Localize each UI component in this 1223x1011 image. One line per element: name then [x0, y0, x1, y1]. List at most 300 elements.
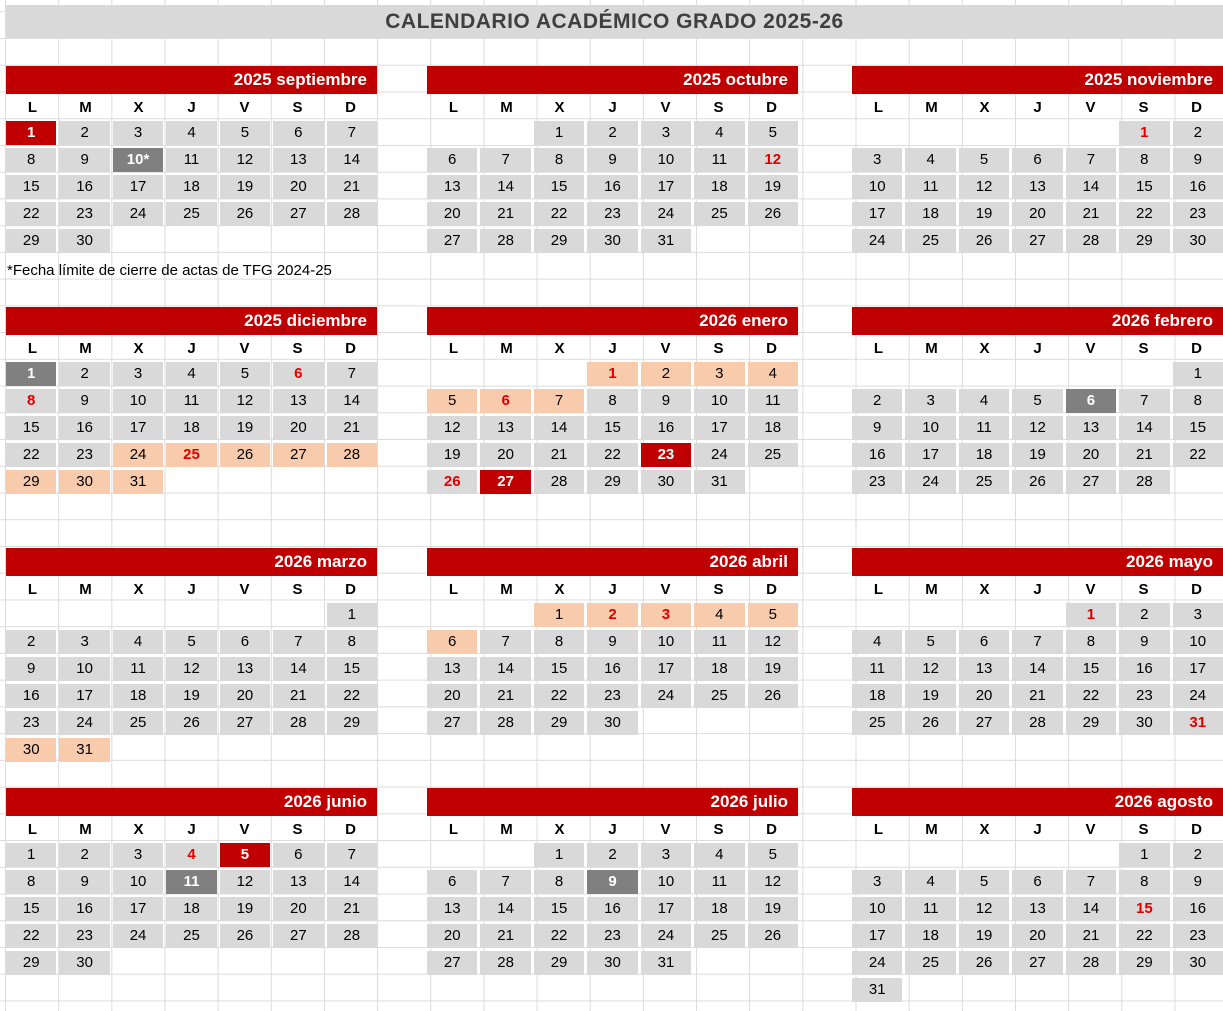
day-cell-16: 16 [852, 443, 902, 467]
blank-cell [1066, 121, 1116, 145]
day-cell-22: 22 [1066, 684, 1116, 708]
day-cell-18: 18 [694, 657, 744, 681]
day-cell-14: 14 [327, 389, 377, 413]
day-cell-21: 21 [1066, 202, 1116, 226]
day-cell-2: 2 [59, 843, 109, 867]
weekday-label-S: S [292, 821, 303, 838]
day-cell-23: 23 [59, 924, 109, 948]
day-cell-11: 11 [905, 897, 955, 921]
day-cell-25: 25 [694, 924, 744, 948]
day-cell-23: 23 [641, 443, 691, 467]
day-cell-20: 20 [959, 684, 1009, 708]
weekday-label-V: V [1085, 340, 1096, 357]
day-cell-27: 27 [273, 202, 323, 226]
day-cell-27: 27 [220, 711, 270, 735]
day-cell-17: 17 [905, 443, 955, 467]
blank-cell [480, 121, 530, 145]
day-cell-25: 25 [905, 229, 955, 253]
day-cell-26: 26 [748, 202, 798, 226]
month-title: 2025 noviembre [852, 66, 1223, 94]
day-cell-24: 24 [852, 229, 902, 253]
blank-cell [6, 603, 56, 627]
day-cell-12: 12 [220, 870, 270, 894]
day-grid [427, 362, 798, 494]
day-cell-16: 16 [59, 175, 109, 199]
month-title: 2026 marzo [6, 548, 377, 576]
weekday-label-J: J [608, 99, 617, 116]
day-cell-6: 6 [273, 362, 323, 386]
month-title: 2026 enero [427, 307, 798, 335]
day-cell-7: 7 [273, 630, 323, 654]
weekday-header-row [852, 94, 1223, 121]
weekday-label-M: M [500, 99, 513, 116]
day-cell-2: 2 [1119, 603, 1169, 627]
blank-cell [480, 843, 530, 867]
day-cell-22: 22 [534, 684, 584, 708]
calendar-title: CALENDARIO ACADÉMICO GRADO 2025-26 [6, 5, 1223, 38]
day-cell-20: 20 [480, 443, 530, 467]
blank-cell [427, 121, 477, 145]
day-cell-14: 14 [273, 657, 323, 681]
day-grid [6, 362, 377, 494]
blank-cell [1066, 843, 1116, 867]
day-cell-2: 2 [1173, 121, 1223, 145]
day-cell-9: 9 [852, 416, 902, 440]
blank-cell [166, 603, 216, 627]
day-cell-8: 8 [534, 630, 584, 654]
day-cell-30: 30 [1119, 711, 1169, 735]
day-cell-17: 17 [852, 202, 902, 226]
day-cell-18: 18 [905, 202, 955, 226]
day-cell-12: 12 [748, 630, 798, 654]
day-grid [6, 603, 377, 762]
day-cell-5: 5 [959, 148, 1009, 172]
day-cell-3: 3 [1173, 603, 1223, 627]
day-cell-13: 13 [427, 175, 477, 199]
weekday-label-J: J [1033, 821, 1042, 838]
month-2026-julio [427, 788, 798, 975]
blank-cell [1012, 603, 1062, 627]
day-cell-7: 7 [1012, 630, 1062, 654]
day-cell-3: 3 [113, 121, 163, 145]
day-cell-31: 31 [113, 470, 163, 494]
weekday-label-D: D [766, 821, 777, 838]
weekday-label-J: J [608, 821, 617, 838]
day-cell-20: 20 [1012, 924, 1062, 948]
day-cell-21: 21 [534, 443, 584, 467]
day-cell-8: 8 [1119, 870, 1169, 894]
day-cell-23: 23 [587, 924, 637, 948]
weekday-label-D: D [766, 99, 777, 116]
weekday-label-X: X [133, 340, 144, 357]
day-cell-2: 2 [641, 362, 691, 386]
day-cell-15: 15 [6, 175, 56, 199]
day-cell-19: 19 [959, 924, 1009, 948]
weekday-label-D: D [766, 581, 777, 598]
day-cell-18: 18 [748, 416, 798, 440]
blank-cell [480, 603, 530, 627]
day-cell-25: 25 [959, 470, 1009, 494]
day-cell-18: 18 [959, 443, 1009, 467]
day-cell-12: 12 [427, 416, 477, 440]
day-cell-20: 20 [1012, 202, 1062, 226]
day-cell-29: 29 [6, 229, 56, 253]
weekday-header-row [427, 94, 798, 121]
weekday-label-X: X [133, 99, 144, 116]
weekday-label-X: X [979, 340, 990, 357]
day-cell-13: 13 [1012, 175, 1062, 199]
day-cell-30: 30 [59, 951, 109, 975]
weekday-label-D: D [766, 340, 777, 357]
day-grid [427, 843, 798, 975]
day-grid [6, 843, 377, 975]
weekday-label-V: V [239, 581, 250, 598]
day-cell-26: 26 [748, 924, 798, 948]
day-cell-27: 27 [959, 711, 1009, 735]
tfg-footnote: *Fecha límite de cierre de actas de TFG 2024-25 [7, 262, 332, 279]
blank-cell [852, 362, 902, 386]
weekday-label-M: M [79, 340, 92, 357]
day-cell-24: 24 [905, 470, 955, 494]
weekday-label-S: S [1138, 340, 1149, 357]
day-cell-20: 20 [427, 202, 477, 226]
blank-cell [427, 843, 477, 867]
month-title: 2026 febrero [852, 307, 1223, 335]
day-cell-8: 8 [587, 389, 637, 413]
day-cell-8: 8 [6, 148, 56, 172]
day-cell-19: 19 [166, 684, 216, 708]
day-cell-8: 8 [6, 389, 56, 413]
month-2026-marzo [6, 548, 377, 762]
blank-cell [852, 121, 902, 145]
weekday-label-D: D [345, 99, 356, 116]
day-cell-27: 27 [273, 443, 323, 467]
weekday-header-row [427, 576, 798, 603]
day-cell-10: 10* [113, 148, 163, 172]
blank-cell [1012, 843, 1062, 867]
weekday-label-V: V [1085, 581, 1096, 598]
day-grid [852, 603, 1223, 735]
day-cell-1: 1 [534, 603, 584, 627]
day-cell-12: 12 [1012, 416, 1062, 440]
weekday-header-row [6, 816, 377, 843]
day-cell-2: 2 [852, 389, 902, 413]
weekday-label-M: M [500, 340, 513, 357]
day-cell-29: 29 [6, 951, 56, 975]
day-cell-4: 4 [852, 630, 902, 654]
day-cell-29: 29 [1066, 711, 1116, 735]
weekday-label-S: S [292, 581, 303, 598]
day-cell-5: 5 [905, 630, 955, 654]
day-cell-14: 14 [1066, 175, 1116, 199]
day-grid [427, 121, 798, 253]
weekday-label-S: S [1138, 821, 1149, 838]
day-cell-26: 26 [166, 711, 216, 735]
weekday-label-L: L [27, 340, 38, 357]
weekday-label-J: J [1033, 340, 1042, 357]
day-cell-25: 25 [166, 924, 216, 948]
day-cell-3: 3 [641, 603, 691, 627]
day-cell-15: 15 [6, 897, 56, 921]
weekday-header-row [6, 94, 377, 121]
month-2026-agosto [852, 788, 1223, 1002]
day-cell-23: 23 [59, 443, 109, 467]
day-cell-1: 1 [534, 843, 584, 867]
weekday-label-X: X [554, 821, 565, 838]
weekday-label-M: M [79, 821, 92, 838]
day-cell-22: 22 [1119, 202, 1169, 226]
day-cell-29: 29 [6, 470, 56, 494]
blank-cell [1012, 121, 1062, 145]
blank-cell [852, 843, 902, 867]
day-cell-30: 30 [1173, 951, 1223, 975]
day-cell-23: 23 [1173, 924, 1223, 948]
day-cell-15: 15 [327, 657, 377, 681]
day-cell-5: 5 [748, 121, 798, 145]
weekday-header-row [6, 335, 377, 362]
day-cell-6: 6 [1012, 870, 1062, 894]
weekday-label-L: L [448, 821, 459, 838]
day-cell-14: 14 [1012, 657, 1062, 681]
day-cell-10: 10 [113, 870, 163, 894]
day-cell-6: 6 [1066, 389, 1116, 413]
day-cell-11: 11 [113, 657, 163, 681]
day-cell-2: 2 [6, 630, 56, 654]
day-cell-13: 13 [273, 870, 323, 894]
weekday-label-V: V [1085, 821, 1096, 838]
blank-cell [959, 603, 1009, 627]
day-cell-5: 5 [220, 843, 270, 867]
weekday-label-J: J [608, 581, 617, 598]
weekday-label-S: S [1138, 99, 1149, 116]
day-cell-19: 19 [959, 202, 1009, 226]
day-cell-26: 26 [220, 443, 270, 467]
weekday-label-S: S [292, 340, 303, 357]
day-cell-27: 27 [1012, 951, 1062, 975]
day-cell-12: 12 [905, 657, 955, 681]
day-cell-5: 5 [748, 603, 798, 627]
weekday-label-S: S [292, 99, 303, 116]
day-cell-31: 31 [641, 229, 691, 253]
day-cell-30: 30 [587, 951, 637, 975]
day-cell-10: 10 [905, 416, 955, 440]
day-cell-30: 30 [1173, 229, 1223, 253]
day-cell-10: 10 [694, 389, 744, 413]
weekday-label-L: L [448, 581, 459, 598]
day-cell-2: 2 [587, 121, 637, 145]
day-cell-21: 21 [327, 897, 377, 921]
day-cell-8: 8 [1173, 389, 1223, 413]
day-cell-1: 1 [1173, 362, 1223, 386]
day-cell-24: 24 [641, 202, 691, 226]
day-cell-30: 30 [59, 229, 109, 253]
day-cell-25: 25 [694, 202, 744, 226]
weekday-label-S: S [713, 99, 724, 116]
day-cell-4: 4 [113, 630, 163, 654]
day-cell-28: 28 [1119, 470, 1169, 494]
day-cell-21: 21 [480, 924, 530, 948]
day-cell-25: 25 [748, 443, 798, 467]
day-cell-6: 6 [273, 121, 323, 145]
day-cell-5: 5 [1012, 389, 1062, 413]
month-2026-junio [6, 788, 377, 975]
weekday-label-J: J [1033, 99, 1042, 116]
day-cell-11: 11 [959, 416, 1009, 440]
day-cell-24: 24 [641, 684, 691, 708]
day-cell-19: 19 [220, 175, 270, 199]
day-cell-17: 17 [641, 657, 691, 681]
day-cell-29: 29 [534, 711, 584, 735]
day-cell-28: 28 [1066, 951, 1116, 975]
day-cell-21: 21 [327, 416, 377, 440]
day-cell-14: 14 [1119, 416, 1169, 440]
day-cell-18: 18 [694, 897, 744, 921]
day-cell-25: 25 [166, 202, 216, 226]
day-cell-16: 16 [1119, 657, 1169, 681]
day-cell-3: 3 [641, 121, 691, 145]
month-title: 2025 diciembre [6, 307, 377, 335]
day-cell-19: 19 [905, 684, 955, 708]
weekday-label-X: X [554, 581, 565, 598]
weekday-label-X: X [979, 821, 990, 838]
day-cell-2: 2 [59, 362, 109, 386]
day-cell-27: 27 [1066, 470, 1116, 494]
day-cell-7: 7 [480, 870, 530, 894]
blank-cell [905, 603, 955, 627]
weekday-label-M: M [925, 99, 938, 116]
day-cell-30: 30 [59, 470, 109, 494]
day-cell-8: 8 [327, 630, 377, 654]
weekday-label-X: X [554, 99, 565, 116]
day-cell-23: 23 [852, 470, 902, 494]
day-cell-21: 21 [273, 684, 323, 708]
day-cell-10: 10 [59, 657, 109, 681]
day-cell-16: 16 [59, 416, 109, 440]
day-cell-10: 10 [113, 389, 163, 413]
weekday-label-J: J [187, 340, 196, 357]
day-cell-27: 27 [427, 951, 477, 975]
blank-cell [534, 362, 584, 386]
day-cell-17: 17 [641, 897, 691, 921]
day-cell-1: 1 [327, 603, 377, 627]
day-cell-8: 8 [6, 870, 56, 894]
day-cell-9: 9 [6, 657, 56, 681]
day-cell-28: 28 [480, 229, 530, 253]
day-cell-25: 25 [113, 711, 163, 735]
blank-cell [959, 843, 1009, 867]
day-cell-6: 6 [427, 148, 477, 172]
day-cell-21: 21 [327, 175, 377, 199]
day-cell-16: 16 [587, 657, 637, 681]
day-cell-28: 28 [327, 443, 377, 467]
day-cell-29: 29 [534, 951, 584, 975]
weekday-label-X: X [979, 99, 990, 116]
month-2026-mayo [852, 548, 1223, 735]
day-cell-21: 21 [1119, 443, 1169, 467]
day-cell-3: 3 [905, 389, 955, 413]
weekday-label-M: M [925, 821, 938, 838]
day-cell-6: 6 [273, 843, 323, 867]
day-cell-7: 7 [1066, 148, 1116, 172]
day-cell-5: 5 [959, 870, 1009, 894]
day-cell-25: 25 [166, 443, 216, 467]
day-cell-11: 11 [905, 175, 955, 199]
day-cell-29: 29 [1119, 229, 1169, 253]
weekday-header-row [852, 335, 1223, 362]
day-cell-10: 10 [641, 148, 691, 172]
day-cell-14: 14 [534, 416, 584, 440]
month-title: 2026 mayo [852, 548, 1223, 576]
blank-cell [59, 603, 109, 627]
day-cell-1: 1 [6, 121, 56, 145]
weekday-label-S: S [713, 821, 724, 838]
day-cell-6: 6 [1012, 148, 1062, 172]
day-cell-14: 14 [480, 897, 530, 921]
day-cell-8: 8 [1066, 630, 1116, 654]
weekday-label-V: V [660, 340, 671, 357]
day-cell-20: 20 [427, 924, 477, 948]
day-cell-26: 26 [220, 202, 270, 226]
day-grid [852, 843, 1223, 1002]
weekday-label-D: D [345, 340, 356, 357]
day-cell-28: 28 [480, 711, 530, 735]
day-cell-21: 21 [480, 684, 530, 708]
blank-cell [1012, 362, 1062, 386]
day-cell-9: 9 [59, 389, 109, 413]
day-cell-15: 15 [6, 416, 56, 440]
day-cell-31: 31 [641, 951, 691, 975]
day-cell-29: 29 [534, 229, 584, 253]
day-cell-12: 12 [959, 175, 1009, 199]
weekday-label-L: L [873, 340, 884, 357]
blank-cell [1119, 362, 1169, 386]
day-cell-30: 30 [641, 470, 691, 494]
day-cell-17: 17 [113, 416, 163, 440]
day-cell-2: 2 [1173, 843, 1223, 867]
day-cell-18: 18 [166, 175, 216, 199]
day-cell-19: 19 [1012, 443, 1062, 467]
weekday-label-S: S [713, 340, 724, 357]
day-cell-10: 10 [641, 870, 691, 894]
day-cell-19: 19 [427, 443, 477, 467]
blank-cell [905, 843, 955, 867]
day-cell-14: 14 [327, 870, 377, 894]
blank-cell [852, 603, 902, 627]
day-cell-16: 16 [587, 897, 637, 921]
day-cell-22: 22 [534, 202, 584, 226]
blank-cell [959, 362, 1009, 386]
day-cell-1: 1 [534, 121, 584, 145]
day-cell-6: 6 [427, 870, 477, 894]
day-cell-5: 5 [748, 843, 798, 867]
day-cell-3: 3 [852, 148, 902, 172]
day-cell-12: 12 [220, 148, 270, 172]
day-cell-4: 4 [905, 870, 955, 894]
weekday-label-V: V [660, 821, 671, 838]
day-cell-26: 26 [959, 951, 1009, 975]
day-cell-10: 10 [641, 630, 691, 654]
blank-cell [220, 603, 270, 627]
weekday-label-D: D [1191, 821, 1202, 838]
day-cell-28: 28 [1012, 711, 1062, 735]
day-cell-19: 19 [748, 897, 798, 921]
blank-cell [905, 121, 955, 145]
day-cell-7: 7 [327, 121, 377, 145]
day-cell-18: 18 [694, 175, 744, 199]
weekday-label-J: J [608, 340, 617, 357]
day-cell-15: 15 [1066, 657, 1116, 681]
month-title: 2025 septiembre [6, 66, 377, 94]
